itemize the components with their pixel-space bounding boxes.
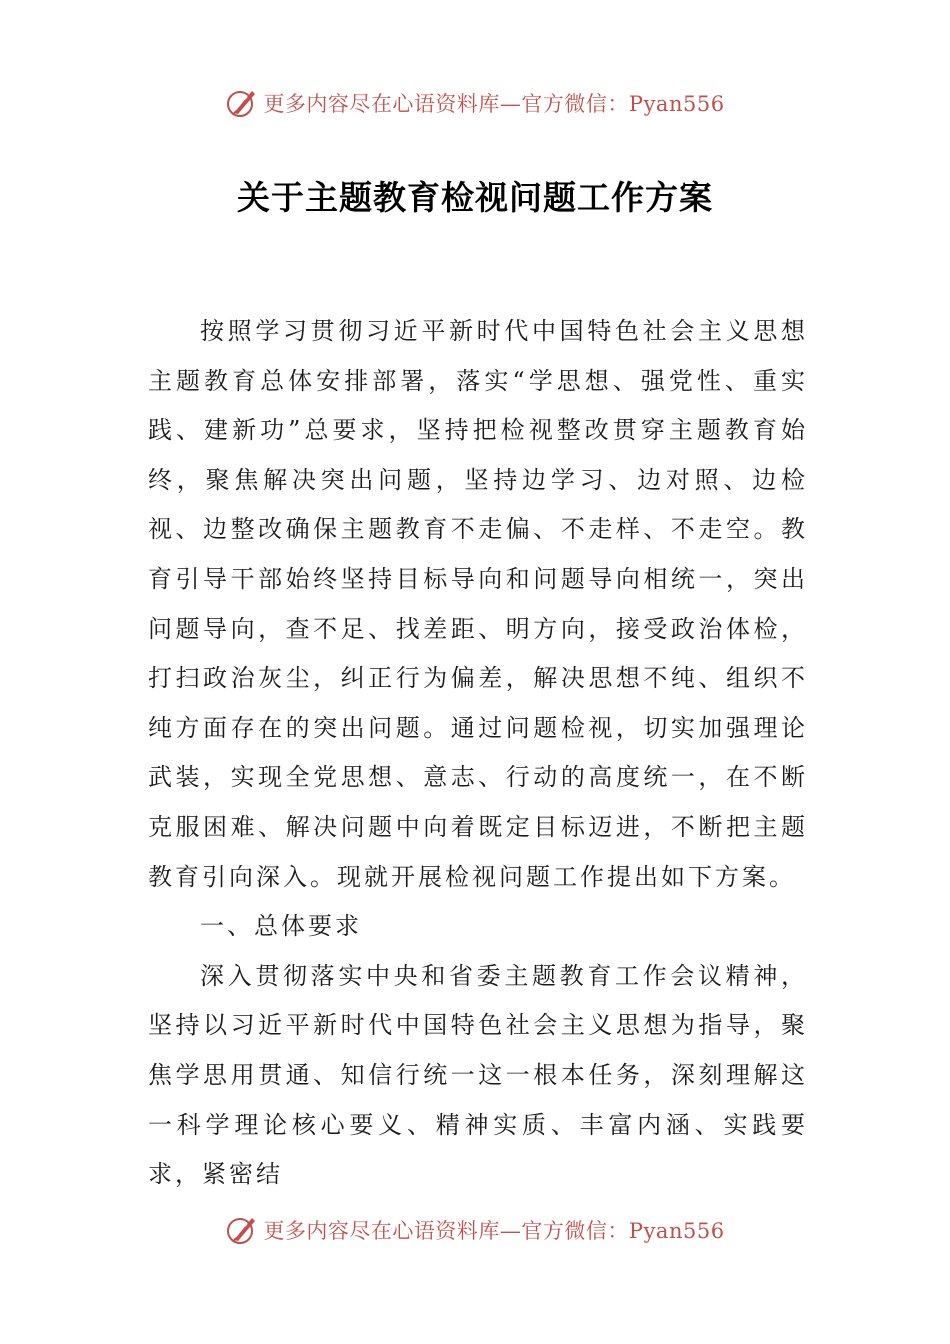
section-heading: 一、总体要求 xyxy=(200,912,362,941)
paragraph: 深入贯彻落实中央和省委主题教育工作会议精神，坚持以习近平新时代中国特色社会主义思想为指导，聚焦学思用贯通、知信行统一这一根本任务，深刻理解这一科学理论核心要义、精神实质、丰富内涵、实践要求，紧密结 xyxy=(148,961,808,1189)
quill-pen-logo-icon xyxy=(225,1213,259,1247)
paragraph: 按照学习贯彻习近平新时代中国特色社会主义思想主题教育总体安排部署，落实“学思想、强党性、重实践、建新功”总要求，坚持把检视整改贯穿主题教育始终，聚焦解决突出问题，坚持边学习、边对照、边检视、边整改确保主题教育不走偏、不走样、不走空。教育引导干部始终坚持目标导向和问题导向相统一，突出问题导向，查不足、找差距、明方向，接受政治体检，打扫政治灰尘，纠正行为偏差，解决思想不纯、组织不纯方面存在的突出问题。通过问题检视，切实加强理论武装，实现全党思想、意志、行动的高度统一，在不断克服困难、解决问题中向着既定目标迈进，不断把主题教育引向深入。现就开展检视问题工作提出如下方案。 xyxy=(148,317,808,891)
watermark-text: 更多内容尽在心语资料库—官方微信：Pyan556 xyxy=(263,1219,725,1243)
watermark-text: 更多内容尽在心语资料库—官方微信：Pyan556 xyxy=(263,92,725,116)
header-watermark xyxy=(0,83,950,123)
quill-pen-logo-icon xyxy=(225,86,259,120)
document-title: 关于主题教育检视问题工作方案 xyxy=(237,178,713,217)
footer-watermark xyxy=(0,1210,950,1250)
document-body xyxy=(148,307,808,1200)
